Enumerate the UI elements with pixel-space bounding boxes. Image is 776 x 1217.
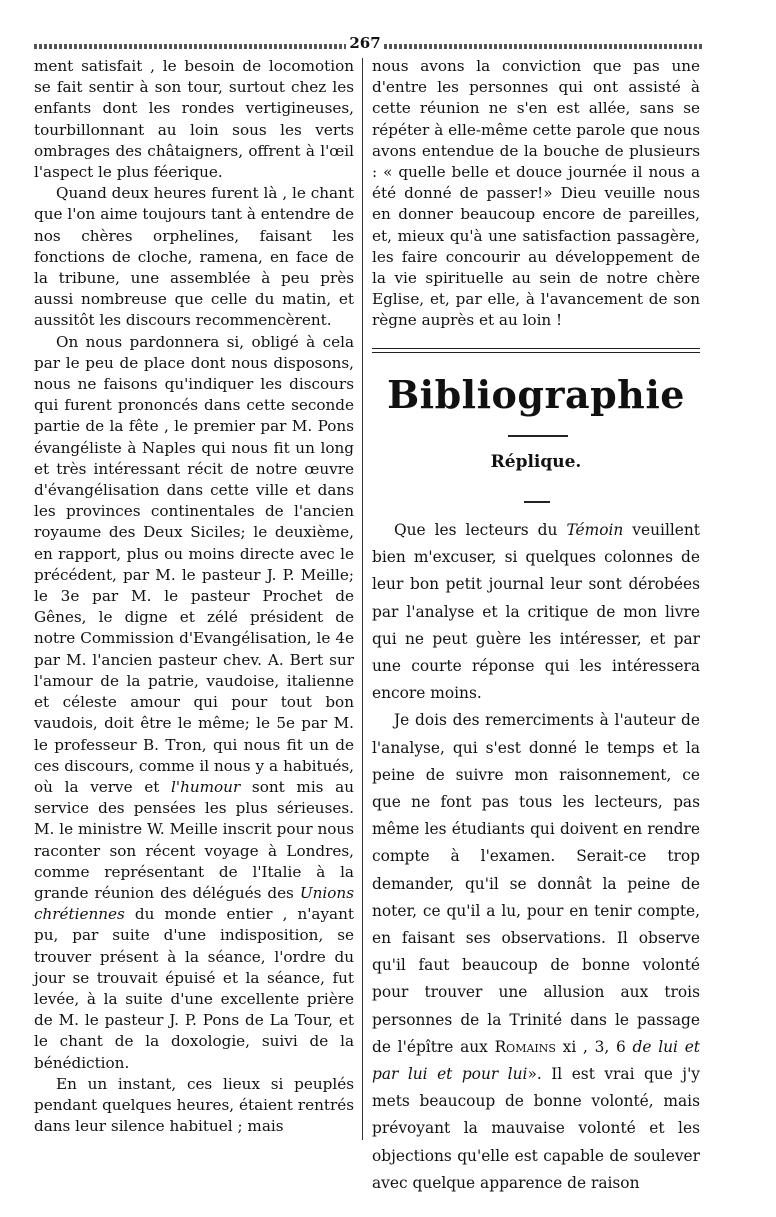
page-header bbox=[34, 34, 702, 52]
left-paragraph-3-italic-humour: l'humour bbox=[171, 777, 241, 796]
header-ornament-right bbox=[384, 44, 702, 49]
left-column bbox=[34, 56, 354, 1137]
section-separator bbox=[372, 348, 700, 353]
page-number: 267 bbox=[349, 34, 381, 52]
column-divider bbox=[362, 58, 363, 1140]
left-paragraph-2: Quand deux heures furent là , le chant que l'on aime toujours tant à entendre de nos chères orphelines, faisant les fonctions de cloche, ramena, en face de la tribune, une assemblée à peu près aussi nombreuse que celle du matin, et aussitôt les discours recommencèrent. bbox=[34, 184, 354, 330]
left-paragraph-1: ment satisfait , le besoin de locomotion se fait sentir à son tour, surtout chez les enfants dont les rondes vertigineuses, tourbillonnant au loin sous les verts ombrages des châtaigners, offrent à l'œil l'aspect le plus féerique. bbox=[34, 57, 354, 182]
reply-paragraph-2-part-2: xi , 3, 6 bbox=[555, 1037, 633, 1056]
title-dash bbox=[508, 435, 568, 437]
subtitle-dash bbox=[524, 501, 550, 503]
left-paragraph-3-part-3: du monde entier , n'ayant pu, par suite d'une indisposition, se trouver présent à la séance, l'ordre du jour se trouvait épuisé et la séance, fut levée, à la suite d'une excellente prière de M. le pasteur J. P. Pons de La Tour, et le chant de la doxologie, suivi de la bénédiction. bbox=[34, 905, 354, 1072]
right-column-top bbox=[372, 56, 700, 332]
reply-paragraph-2-part-1: Je dois des remerciments à l'auteur de l'analyse, qui s'est donné le temps et la peine de suivre mon raisonnement, ce que ne font pas tous les lecteurs, pas même les étudiants qui doivent en rendre compte à l'examen. Serait-ce trop demander, qu'il se donnât la peine de noter, ce qu'il a lu, pour en tenir compte, en faisant ses observations. Il observe qu'il faut beaucoup de bonne volonté pour trouver une allusion aux trois personnes de la Trinité dans le passage de l'épître aux bbox=[372, 711, 700, 1056]
right-column-bottom bbox=[372, 517, 700, 1197]
reply-paragraph-1-italic: Témoin bbox=[566, 521, 624, 539]
reply-paragraph-1-part-1: Que les lecteurs du bbox=[394, 521, 567, 539]
reply-paragraph-1-part-2: veuillent bien m'excuser, si quelques colonnes de leur bon petit journal leur sont dérobées par l'analyse et la critique de mon livre qui ne peut guère les intéresser, et par une courte réponse qui les intéressera encore moins. bbox=[372, 521, 700, 703]
right-top-paragraph: nous avons la conviction que pas une d'entre les personnes qui ont assisté à cette réunion ne s'en est allée, sans se répéter à elle-même cette parole que nous avons entendue de la bouche de plusieurs : « quelle belle et douce journée il nous a été donné de passer!» Dieu veuille nous en donner beaucoup encore de pareilles, et, mieux qu'à une satisfaction passagère, les faire concourir au développement de la vie spirituelle au sein de notre chère Eglise, et, par elle, à l'avancement de son règne auprès et au loin ! bbox=[372, 57, 700, 330]
left-paragraph-3-part-2: sont mis au service des pensées les plus sérieuses. M. le ministre W. Meille inscrit pour nous raconter son récent voyage à Londres, comme représentant de l'Italie à la grande réunion des délégués des bbox=[34, 777, 354, 902]
left-paragraph-3 bbox=[34, 332, 354, 1074]
reply-paragraph-2 bbox=[372, 707, 700, 1197]
left-paragraph-3-part-1: On nous pardonnera si, obligé à cela par le peu de place dont nous disposons, nous ne faisons qu'indiquer les discours qui furent prononcés dans cette seconde partie de la fête , le premier par M. Pons évangéliste à Naples qui nous fit un long et très intéressant récit de notre œuvre d'évangélisation dans cette ville et dans les provinces continentales de l'ancien royaume des Deux Siciles; le deuxième, en rapport, plus ou moins directe avec le précédent, par M. le pasteur J. P. Meille; le 3e par M. le pasteur Prochet de Gênes, le digne et zélé président de notre Commission d'Evangélisation, le 4e par M. l'ancien pasteur chev. A. Bert sur l'amour de la patrie, vaudoise, italienne et céleste amour qui pour tout bon vaudois, doit être le même; le 5e par M. le professeur B. Tron, qui nous fit un de ces discours, comme il nous y a habitués, où la verve et bbox=[34, 332, 354, 796]
reply-paragraph-1 bbox=[372, 517, 700, 707]
header-ornament-left bbox=[34, 44, 346, 49]
section-subtitle: Réplique. bbox=[490, 452, 582, 472]
reply-paragraph-2-italic: de lui et par lui et pour lui bbox=[372, 1037, 700, 1084]
left-paragraph-4: En un instant, ces lieux si peuplés pendant quelques heures, étaient rentrés dans leur silence habituel ; mais bbox=[34, 1074, 354, 1136]
reply-paragraph-2-part-3: ». Il est vrai que j'y mets beaucoup de bonne volonté, mais prévoyant la mauvaise volonté et les objections qu'elle est capable de soulever avec quelque apparence de raison bbox=[372, 1065, 701, 1192]
section-title: Bibliographie bbox=[387, 372, 685, 417]
left-paragraph-3-italic-unions: Unions chrétiennes bbox=[34, 883, 354, 924]
reply-paragraph-2-smallcaps: Romains bbox=[494, 1037, 556, 1056]
